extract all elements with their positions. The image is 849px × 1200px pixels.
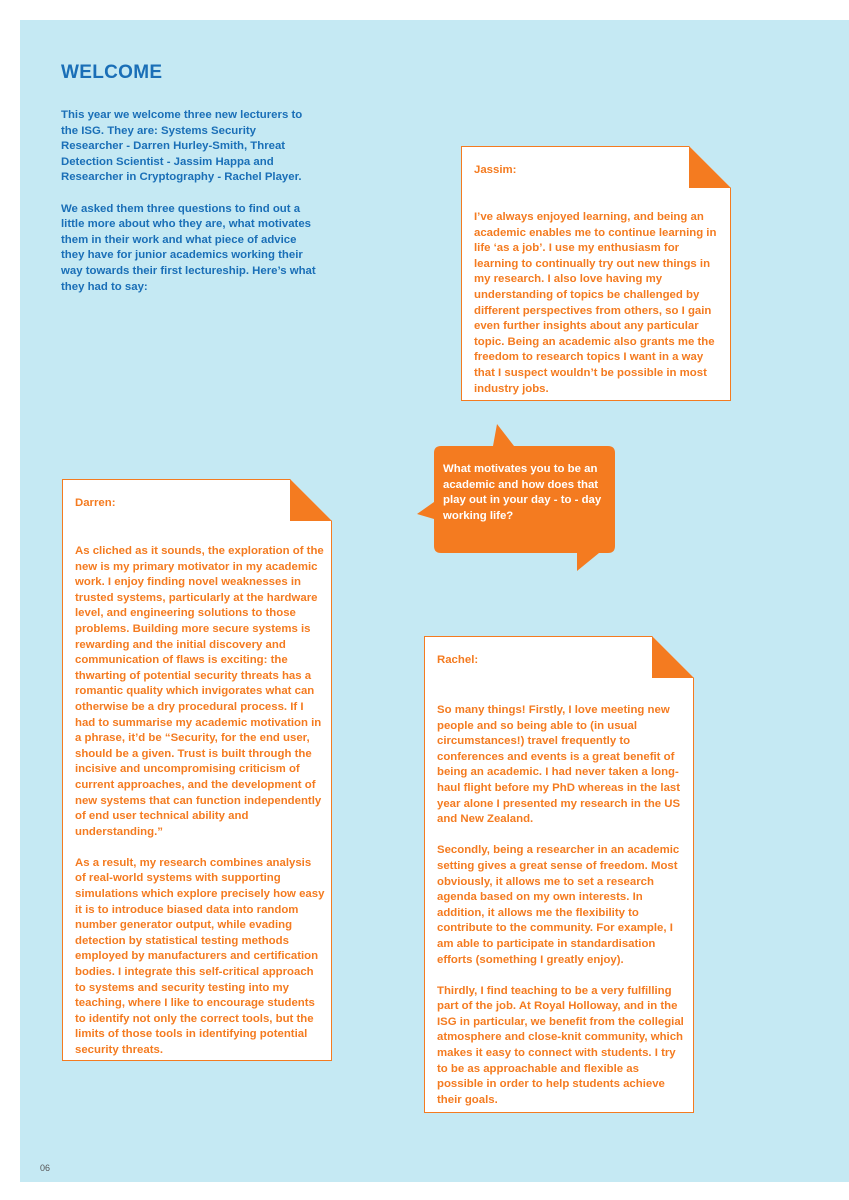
darren-paragraph-2: As a result, my research combines analysis of real-world systems with supporting simulations which explore precisely how easy it is to introduce biased data into random number generator output, while evading detection by statistical testing methods employed by manufacturers and certification bodies. I integrate this self-critical approach to systems and security testing into my teaching, where I like to encourage students to identify not only the correct tools, but the limits of those tools in identifying potential security threats. bbox=[75, 856, 325, 1056]
rachel-paragraph-2: Secondly, being a researcher in an academic setting gives a great sense of freedom. Most obviously, it allows me to set a research agenda based on my own interests. In addition, it allows me the flexibility to contribute to the community. For example, I am able to participate in standardisation efforts (something I greatly enjoy). bbox=[437, 844, 680, 966]
intro-paragraph-2: We asked them three questions to find out a little more about who they are, what motivates them in their work and what piece of advice they have for junior academics working their way towards their first lectureship. Here’s what they had to say: bbox=[61, 202, 316, 293]
jassim-paragraph-1: I’ve always enjoyed learning, and being an academic enables me to continue learning in life ‘as a job’. I use my enthusiasm for learning to continually try out new things in my research. I also love having my understanding of topics be challenged by different perspectives from others, so I gain even further insights about any particular topic. Being an academic also grants me the freedom to research topics I want in a way that I suspect wouldn’t be possible in most industry jobs. bbox=[474, 211, 717, 395]
intro-paragraph-1: This year we welcome three new lecturers to the ISG. They are: Systems Security Researcher - Darren Hurley-Smith, Threat Detection Scientist - Jassim Happa and Researcher in Cryptography - Rachel Player. bbox=[61, 109, 303, 184]
darren-name: Darren: bbox=[75, 497, 116, 509]
rachel-card bbox=[424, 636, 694, 1113]
rachel-paragraph-1: So many things! Firstly, I love meeting new people and so being able to (in usual circumstances!) travel frequently to conferences and events is a great benefit of being an academic. I had never taken a long-haul flight before my PhD whereas in the last year alone I presented my research in the US and New Zealand. bbox=[437, 704, 681, 826]
page-title: WELCOME bbox=[61, 62, 163, 83]
darren-answer bbox=[75, 544, 325, 1074]
question-text: What motivates you to be an academic and how does that play out in your day - to - day working life? bbox=[443, 463, 602, 522]
rachel-name: Rachel: bbox=[437, 654, 479, 666]
jassim-card bbox=[461, 146, 731, 401]
intro-text bbox=[61, 108, 319, 311]
folded-corner-icon bbox=[652, 636, 694, 678]
rachel-answer bbox=[437, 703, 687, 1124]
question-bubble bbox=[415, 424, 617, 574]
folded-corner-icon bbox=[290, 479, 332, 521]
rachel-paragraph-3: Thirdly, I find teaching to be a very fulfilling part of the job. At Royal Holloway, and in the ISG in particular, we benefit from the collegial atmosphere and close-knit community, which makes it easy to connect with students. I try to be as approachable and flexible as possible in order to help students achieve their goals. bbox=[437, 984, 684, 1106]
page-number: 06 bbox=[40, 1163, 51, 1173]
darren-card bbox=[62, 479, 332, 1061]
darren-paragraph-1: As cliched as it sounds, the exploration of the new is my primary motivator in my academic work. I enjoy finding novel weaknesses in trusted systems, particularly at the hardware level, and engineering solutions to those problems. Building more secure systems is rewarding and the initial discovery and communication of flaws is exciting: the thwarting of potential security threats has a romantic quality which invigorates what can otherwise be a dry procedural process. If I had to summarise my academic motivation in a phrase, it’d be “Security, for the end user, should be a given. Trust is built through the incisive and uncompromising criticism of current approaches, and the development of new systems that can function independently of end user technical ability and understanding.” bbox=[75, 545, 324, 838]
jassim-name: Jassim: bbox=[474, 164, 517, 176]
folded-corner-icon bbox=[689, 146, 731, 188]
jassim-answer bbox=[474, 210, 724, 413]
